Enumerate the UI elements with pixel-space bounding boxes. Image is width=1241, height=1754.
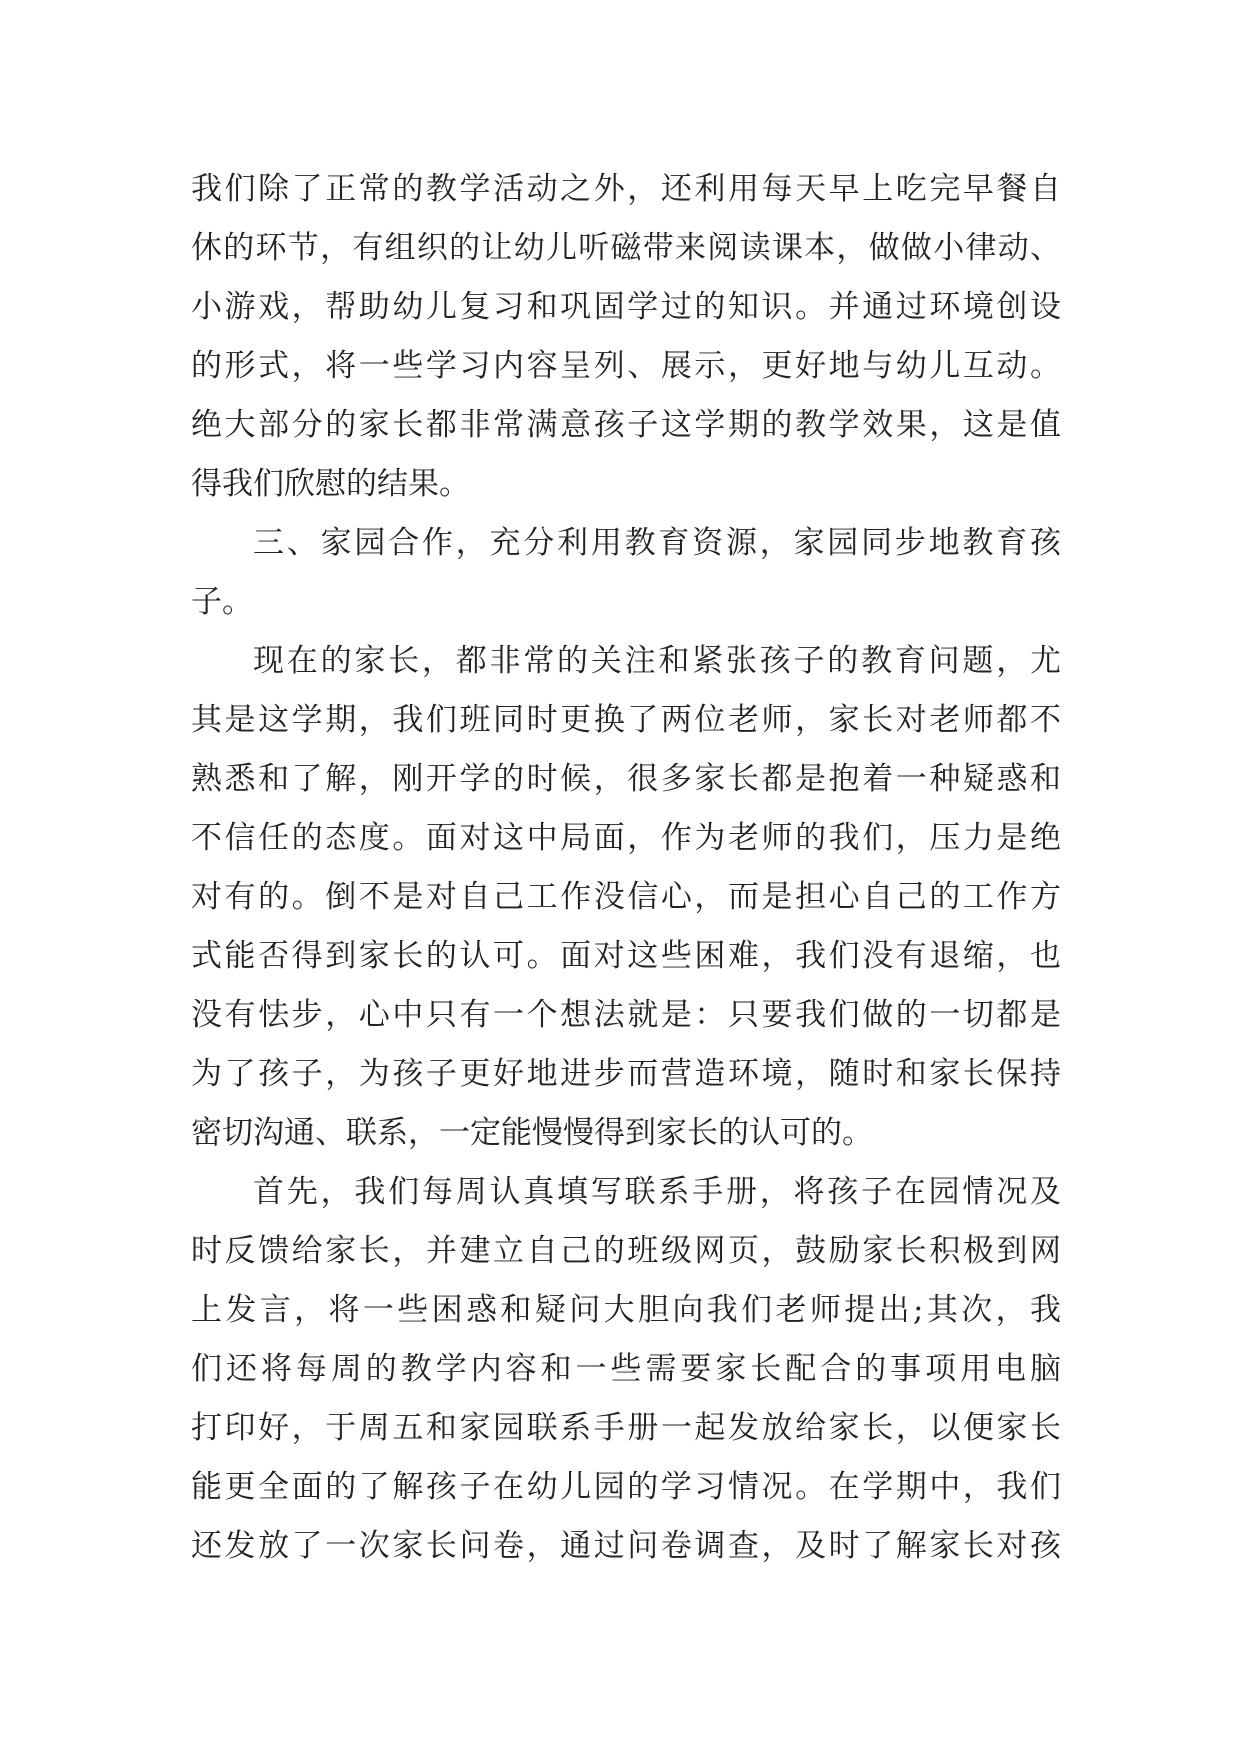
text-line: 得我们欣慰的结果。 bbox=[191, 466, 470, 502]
text-line: 不信任的态度。面对这中局面，作为老师的我们，压力是绝 bbox=[191, 820, 1061, 856]
text-line: 首先，我们每周认真填写联系手册，将孩子在园情况及 bbox=[253, 1174, 1061, 1210]
text-line: 的形式，将一些学习内容呈列、展示，更好地与幼儿互动。 bbox=[191, 348, 1061, 384]
body-text bbox=[191, 160, 1061, 1576]
text-line: 小游戏，帮助幼儿复习和巩固学过的知识。并通过环境创设 bbox=[191, 289, 1061, 325]
text-line: 我们除了正常的教学活动之外，还利用每天早上吃完早餐自 bbox=[191, 171, 1061, 207]
text-line: 还发放了一次家长问卷，通过问卷调查，及时了解家长对孩 bbox=[191, 1528, 1061, 1564]
text-line: 没有怯步，心中只有一个想法就是：只要我们做的一切都是 bbox=[191, 997, 1061, 1033]
text-line: 熟悉和了解，刚开学的时候，很多家长都是抱着一种疑惑和 bbox=[191, 761, 1061, 797]
text-line: 子。 bbox=[191, 584, 253, 620]
text-line: 上发言，将一些困惑和疑问大胆向我们老师提出;其次，我 bbox=[191, 1292, 1061, 1328]
text-line: 休的环节，有组织的让幼儿听磁带来阅读课本，做做小律动、 bbox=[191, 230, 1061, 266]
section-heading: 三、家园合作，充分利用教育资源，家园同步地教育孩 bbox=[253, 525, 1061, 561]
text-line: 对有的。倒不是对自己工作没信心，而是担心自己的工作方 bbox=[191, 879, 1061, 915]
text-line: 密切沟通、联系，一定能慢慢得到家长的认可的。 bbox=[191, 1115, 873, 1151]
text-line: 打印好，于周五和家园联系手册一起发放给家长，以便家长 bbox=[191, 1410, 1061, 1446]
text-line: 其是这学期，我们班同时更换了两位老师，家长对老师都不 bbox=[191, 702, 1061, 738]
text-line: 现在的家长，都非常的关注和紧张孩子的教育问题，尤 bbox=[253, 643, 1061, 679]
text-line: 们还将每周的教学内容和一些需要家长配合的事项用电脑 bbox=[191, 1351, 1061, 1387]
text-line: 为了孩子，为孩子更好地进步而营造环境，随时和家长保持 bbox=[191, 1056, 1061, 1092]
text-line: 时反馈给家长，并建立自己的班级网页，鼓励家长积极到网 bbox=[191, 1233, 1061, 1269]
text-line: 能更全面的了解孩子在幼儿园的学习情况。在学期中，我们 bbox=[191, 1469, 1061, 1505]
text-line: 绝大部分的家长都非常满意孩子这学期的教学效果，这是值 bbox=[191, 407, 1061, 443]
text-line: 式能否得到家长的认可。面对这些困难，我们没有退缩，也 bbox=[191, 938, 1061, 974]
